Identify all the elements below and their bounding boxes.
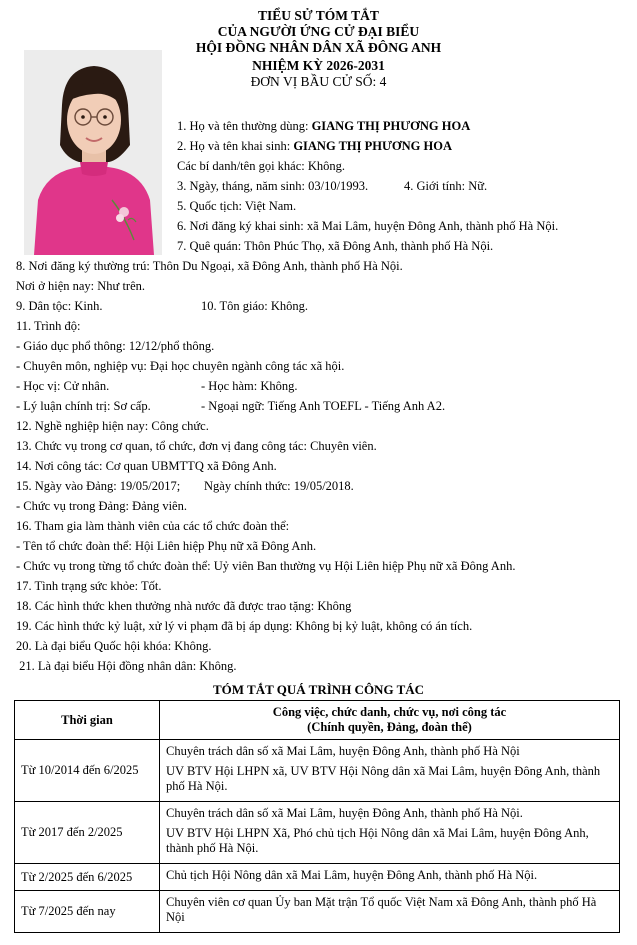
common-name-value: GIANG THỊ PHƯƠNG HOA (311, 119, 471, 133)
column-header-description-line2: (Chính quyền, Đảng, đoàn thể) (307, 720, 472, 734)
dob-value: 3. Ngày, tháng, năm sinh: 03/10/1993. (177, 179, 369, 193)
party-official-value: Ngày chính thức: 19/05/2018. (204, 479, 354, 493)
awards-line: 18. Các hình thức khen thưởng nhà nước đã được trao tặng: Không (16, 599, 352, 613)
residence-line: 8. Nơi đăng ký thường trú: Thôn Du Ngoại, xã Đông Anh, thành phố Hà Nội. (16, 259, 403, 273)
table-row (15, 802, 620, 864)
organization-positions-line: - Chức vụ trong từng tổ chức đoàn thể: Uỷ viên Ban thường vụ Hội Liên hiệp Phụ nữ xã Đông Anh. (16, 559, 516, 573)
birth-registration-line: 6. Nơi đăng ký khai sinh: xã Mai Lâm, huyện Đông Anh, thành phố Hà Nội. (177, 219, 559, 233)
work-history-title: TÓM TẮT QUÁ TRÌNH CÔNG TÁC (212, 682, 425, 697)
political-theory-value: - Lý luận chính trị: Sơ cấp. (16, 399, 151, 413)
work-history-table (14, 700, 620, 933)
common-name-line (177, 118, 470, 134)
academic-title-value: - Học hàm: Không. (201, 379, 298, 393)
row-description-line: Chuyên viên cơ quan Ủy ban Mặt trận Tổ quốc Việt Nam xã Đông Anh, thành phố Hà Nội (166, 895, 597, 924)
table-header-row (15, 701, 620, 740)
row-description-line: UV BTV Hội LHPN Xã, Phó chủ tịch Hội Nông dân xã Mai Lâm, huyện Đông Anh, thành phố Hà Nội. (166, 826, 589, 855)
workplace-line: 14. Nơi công tác: Cơ quan UBMTTQ xã Đông Anh. (16, 459, 277, 473)
dob-line (177, 178, 487, 194)
table-row (15, 864, 620, 891)
council-deputy-line: 21. Là đại biểu Hội đồng nhân dân: Không. (16, 659, 237, 673)
column-header-description-line1: Công việc, chức danh, chức vụ, nơi công tác (272, 705, 507, 719)
occupation-line: 12. Nghề nghiệp hiện nay: Công chức. (16, 419, 209, 433)
doc-title-line1: TIỂU SỬ TÓM TẮT (258, 8, 379, 23)
party-line (16, 478, 354, 494)
party-join-value: 15. Ngày vào Đảng: 19/05/2017; (16, 479, 181, 493)
discipline-line: 19. Các hình thức kỷ luật, xử lý vi phạm đã bị áp dụng: Không bị kỷ luật, không có án tích. (16, 619, 473, 633)
party-position-line: - Chức vụ trong Đảng: Đảng viên. (16, 499, 187, 513)
nationality-line: 5. Quốc tịch: Việt Nam. (177, 199, 297, 213)
row-description-line: Chuyên trách dân số xã Mai Lâm, huyện Đông Anh, thành phố Hà Nội. (166, 806, 523, 820)
specialty-line: - Chuyên môn, nghiệp vụ: Đại học chuyên ngành công tác xã hội. (16, 359, 345, 373)
hometown-line: 7. Quê quán: Thôn Phúc Thọ, xã Đông Anh, thành phố Hà Nội. (177, 239, 494, 253)
position-line: 13. Chức vụ trong cơ quan, tổ chức, đơn vị đang công tác: Chuyên viên. (16, 439, 377, 453)
row-time: Từ 7/2025 đến nay (15, 891, 160, 933)
birth-name-label: 2. Họ và tên khai sinh: (177, 139, 294, 153)
health-line: 17. Tình trạng sức khỏe: Tốt. (16, 579, 162, 593)
table-row (15, 740, 620, 802)
current-residence-line: Nơi ở hiện nay: Như trên. (16, 279, 145, 293)
portrait-image (24, 50, 162, 255)
candidate-photo (24, 50, 162, 255)
row-description-line: UV BTV Hội LHPN xã, UV BTV Hội Nông dân xã Mai Lâm, huyện Đông Anh, thành phố Hà Nội. (166, 764, 601, 793)
row-description (160, 740, 620, 802)
row-time: Từ 2017 đến 2/2025 (15, 802, 160, 864)
ethnicity-value: 9. Dân tộc: Kinh. (16, 299, 103, 313)
political-theory-line (16, 398, 445, 414)
birth-name-value: GIANG THỊ PHƯƠNG HOA (293, 139, 453, 153)
doc-title-line5: ĐƠN VỊ BẦU CỬ SỐ: 4 (250, 74, 387, 89)
row-description-line: Chuyên trách dân số xã Mai Lâm, huyện Đông Anh, thành phố Hà Nội (166, 744, 520, 758)
column-header-description (160, 701, 620, 740)
degree-line (16, 378, 298, 394)
foreign-language-value: - Ngoại ngữ: Tiếng Anh TOEFL - Tiếng Anh A2. (201, 399, 446, 413)
row-description-line: Chủ tịch Hội Nông dân xã Mai Lâm, huyện Đông Anh, thành phố Hà Nội. (166, 868, 538, 882)
birth-name-line (177, 138, 452, 154)
aliases-line: Các bí danh/tên gọi khác: Không. (177, 159, 346, 173)
row-time: Từ 2/2025 đến 6/2025 (15, 864, 160, 891)
ethnicity-religion-line (16, 298, 308, 314)
common-name-label: 1. Họ và tên thường dùng: (177, 119, 312, 133)
organization-names-line: - Tên tổ chức đoàn thể: Hội Liên hiệp Phụ nữ xã Đông Anh. (16, 539, 317, 553)
education-title: 11. Trình độ: (16, 319, 81, 333)
organizations-title: 16. Tham gia làm thành viên của các tổ chức đoàn thể: (16, 519, 290, 533)
general-education-line: - Giáo dục phổ thông: 12/12/phổ thông. (16, 339, 215, 353)
doc-title-line4: NHIỆM KỲ 2026-2031 (252, 58, 385, 73)
doc-title-line3: HỘI ĐỒNG NHÂN DÂN XÃ ĐÔNG ANH (195, 40, 442, 55)
row-description (160, 891, 620, 933)
row-time: Từ 10/2014 đến 6/2025 (15, 740, 160, 802)
column-header-time: Thời gian (15, 701, 160, 740)
na-deputy-line: 20. Là đại biểu Quốc hội khóa: Không. (16, 639, 212, 653)
table-row (15, 891, 620, 933)
row-description (160, 864, 620, 891)
row-description (160, 802, 620, 864)
degree-value: - Học vị: Cử nhân. (16, 379, 110, 393)
religion-value: 10. Tôn giáo: Không. (201, 299, 309, 313)
gender-value: 4. Giới tính: Nữ. (404, 179, 488, 193)
doc-title-line2: CỦA NGƯỜI ỨNG CỬ ĐẠI BIỂU (217, 24, 420, 39)
